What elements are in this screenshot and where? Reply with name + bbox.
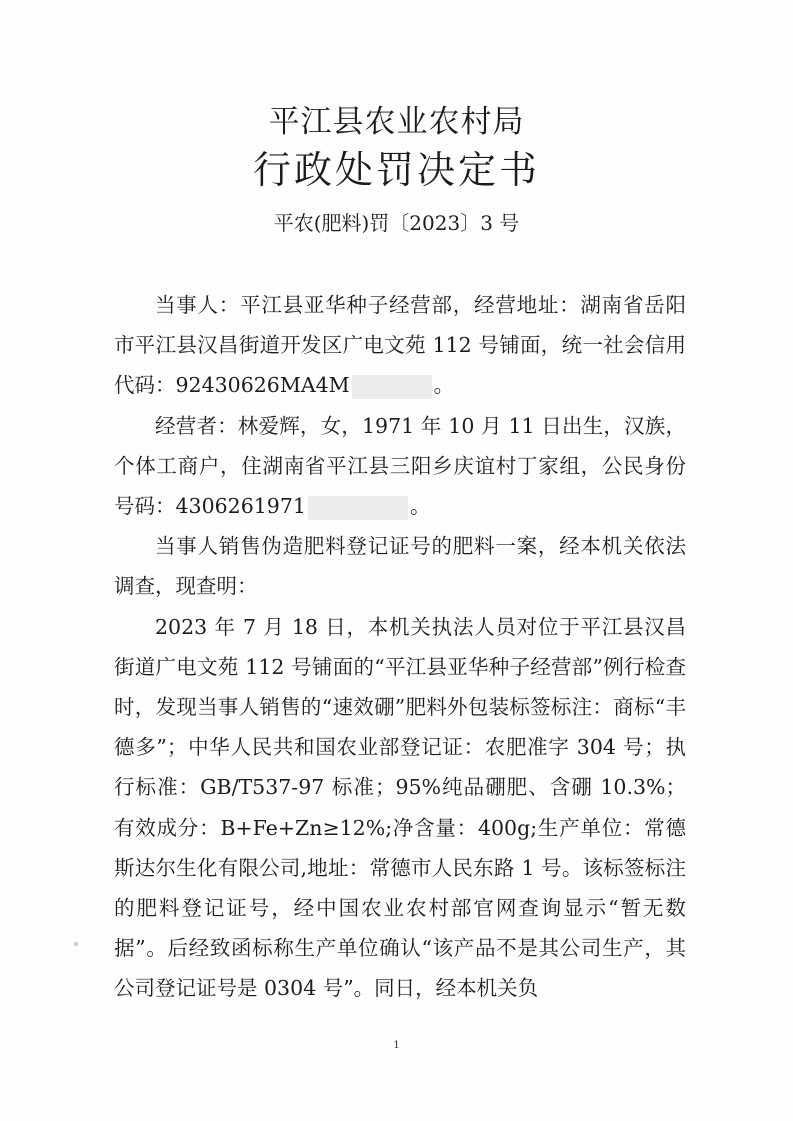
document-type-title: 行政处罚决定书 bbox=[252, 148, 540, 192]
agency-title: 平江县农业农村局 bbox=[268, 104, 525, 140]
operator-text: 经营者：林爱辉，女，1971 年 10 月 11 日出生，汉族，个体工商户，住湖南省平江县三阳乡庆谊村丁家组，公民身份号码：4306261971 bbox=[114, 413, 686, 519]
party-paragraph bbox=[114, 285, 686, 406]
operator-paragraph bbox=[114, 406, 686, 527]
redacted-id-number bbox=[308, 496, 408, 520]
case-summary-paragraph: 当事人销售伪造肥料登记证号的肥料一案，经本机关依法调查，现查明： bbox=[114, 534, 686, 599]
party-text: 当事人：平江县亚华种子经营部，经营地址：湖南省岳阳市平江县汉昌街道开发区广电文苑 112 号铺面，统一社会信用代码：92430626MA4M bbox=[114, 293, 686, 398]
redacted-credit-code bbox=[352, 375, 432, 399]
page-number: 1 bbox=[393, 1040, 400, 1051]
findings-paragraph: 2023 年 7 月 18 日，本机关执法人员对位于平江县汉昌街道广电文苑 112 号铺面的“平江县亚华种子经营部”例行检查时，发现当事人销售的“速效硼”肥料外包装标签标注：商标“丰德多”；中华人民共和国农业部登记证：农肥准字 304 号；执行标准：GB/T537-97 标准；95%纯品硼肥、含硼 10.3%；有效成分：B+Fe+Zn≥12%;净含量：400g;生产单位：常德斯达尔生化有限公司,地址：常德市人民东路 1 号。该标签标注的肥料登记证号，经中国农业农村部官网查询显示“暂无数据”。后经致函标称生产单位确认“该产品不是其公司生产，其公司登记证号是 0304 号”。同日，经本机关负 bbox=[114, 614, 686, 1001]
document-number: 平农(肥料)罚〔2023〕3 号 bbox=[273, 211, 520, 235]
scan-speck bbox=[74, 942, 78, 946]
party-text-end: 。 bbox=[433, 373, 455, 398]
operator-text-end: 。 bbox=[409, 494, 431, 519]
document-body bbox=[114, 285, 686, 1009]
